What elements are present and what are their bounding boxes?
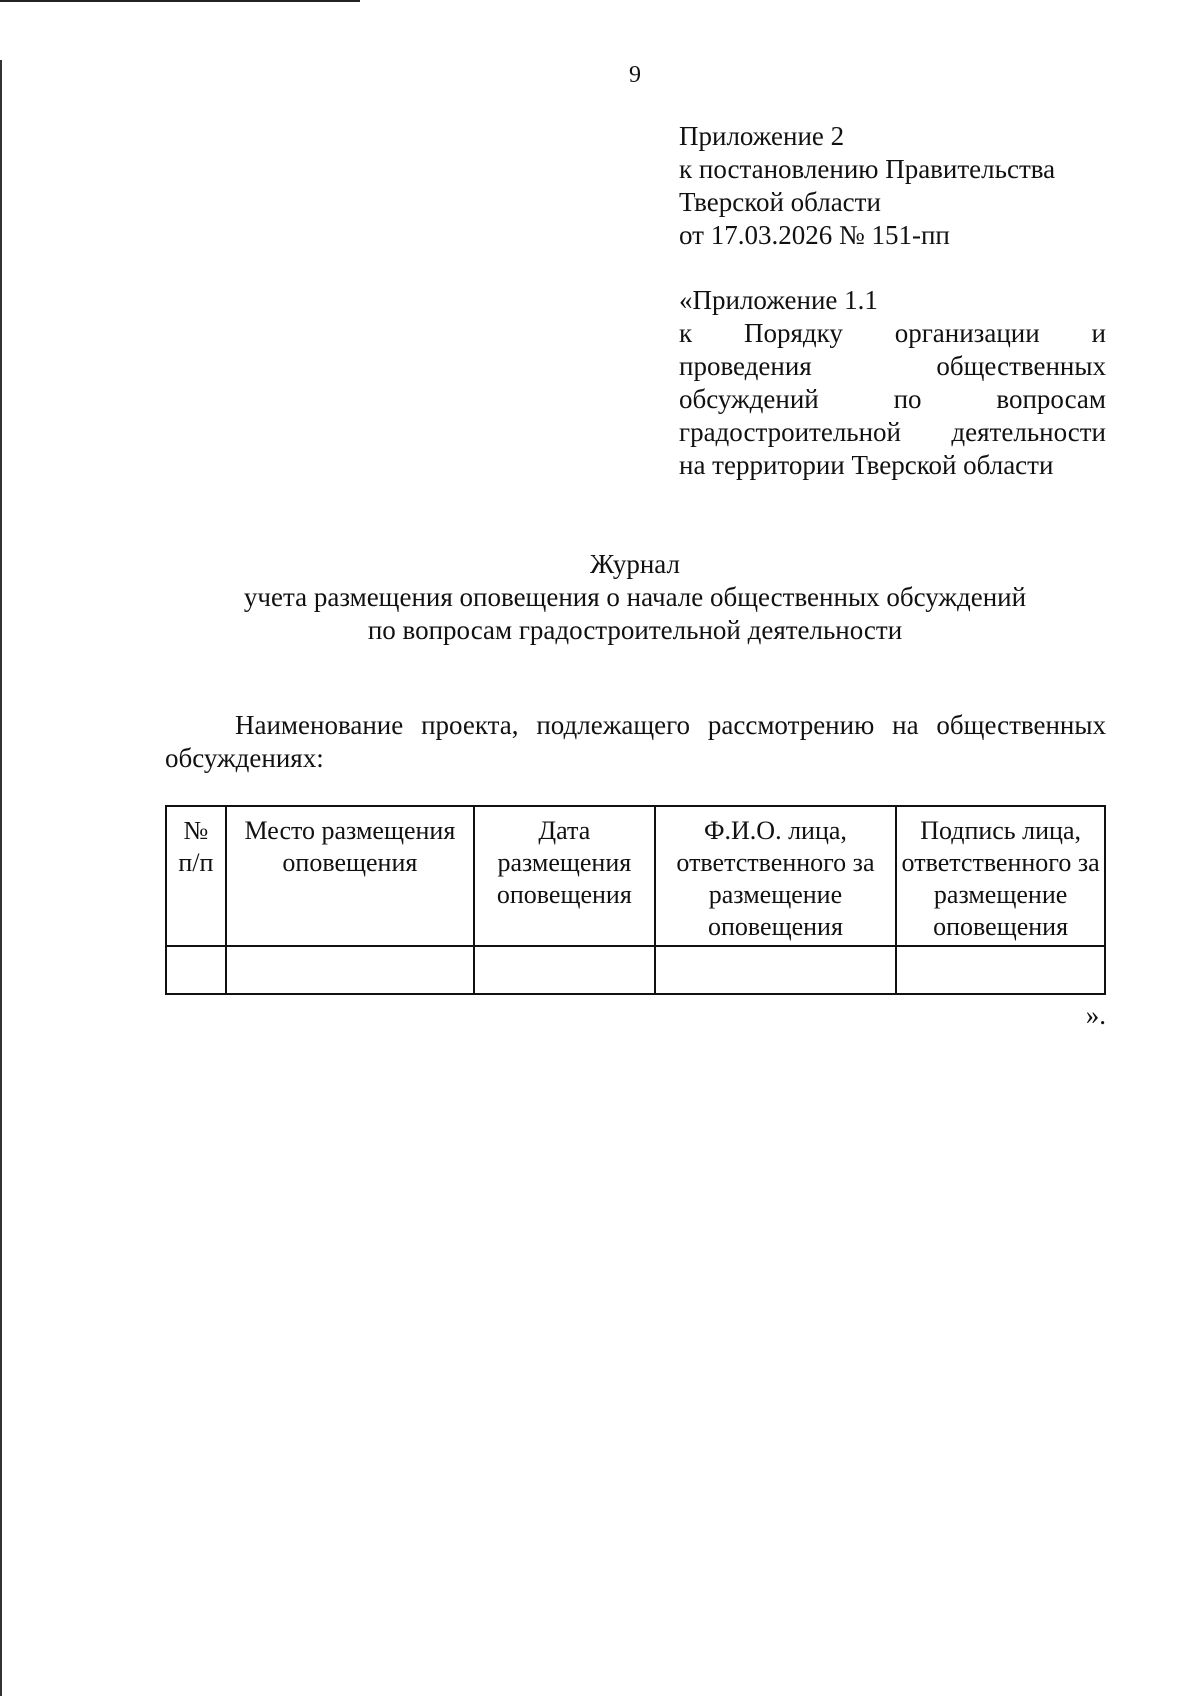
journal-table [165,805,1106,995]
closing-quote: ». [1085,1000,1106,1030]
column-header-date: Дата размещения оповещения [474,806,655,946]
column-header-responsible-name: Ф.И.О. лица, ответственного за размещение оповещения [655,806,897,946]
project-name-paragraph [165,709,1106,775]
title-subtitle: по вопросам градостроительной деятельности [367,615,903,645]
column-header-place: Место размещения оповещения [226,806,474,946]
table-cell [896,946,1105,994]
column-header-number: № п/п [166,806,226,946]
scan-edge-left [0,60,2,1696]
scan-edge-top [0,0,360,2]
table-row [166,946,1105,994]
intro-text: Наименование проекта, подлежащего рассмотрению на общественных обсуждениях: [165,710,1106,773]
page-number: 9 [629,62,641,88]
inner-appendix-body: к Порядку организации и проведения общественных обсуждений по вопросам градостроительной деятельности [679,318,1106,447]
appendix-header [679,120,1109,252]
title-subtitle: учета размещения оповещения о начале общественных обсуждений [243,582,1027,612]
document-title [160,548,1110,647]
table-header-row [166,806,1105,946]
appendix-line: Приложение 2 [679,121,845,151]
table-cell [226,946,474,994]
appendix-line: Тверской области [679,187,881,217]
table-cell [474,946,655,994]
column-header-signature: Подпись лица, ответственного за размещение оповещения [896,806,1105,946]
appendix-line: от 17.03.2026 № 151-пп [679,220,950,250]
inner-appendix-last-line: на территории Тверской области [679,450,1054,480]
inner-appendix-header [679,284,1106,482]
table-cell [166,946,226,994]
inner-appendix-title: «Приложение 1.1 [679,285,878,315]
appendix-line: к постановлению Правительства [679,154,1056,184]
table-cell [655,946,897,994]
title-heading: Журнал [589,549,681,579]
